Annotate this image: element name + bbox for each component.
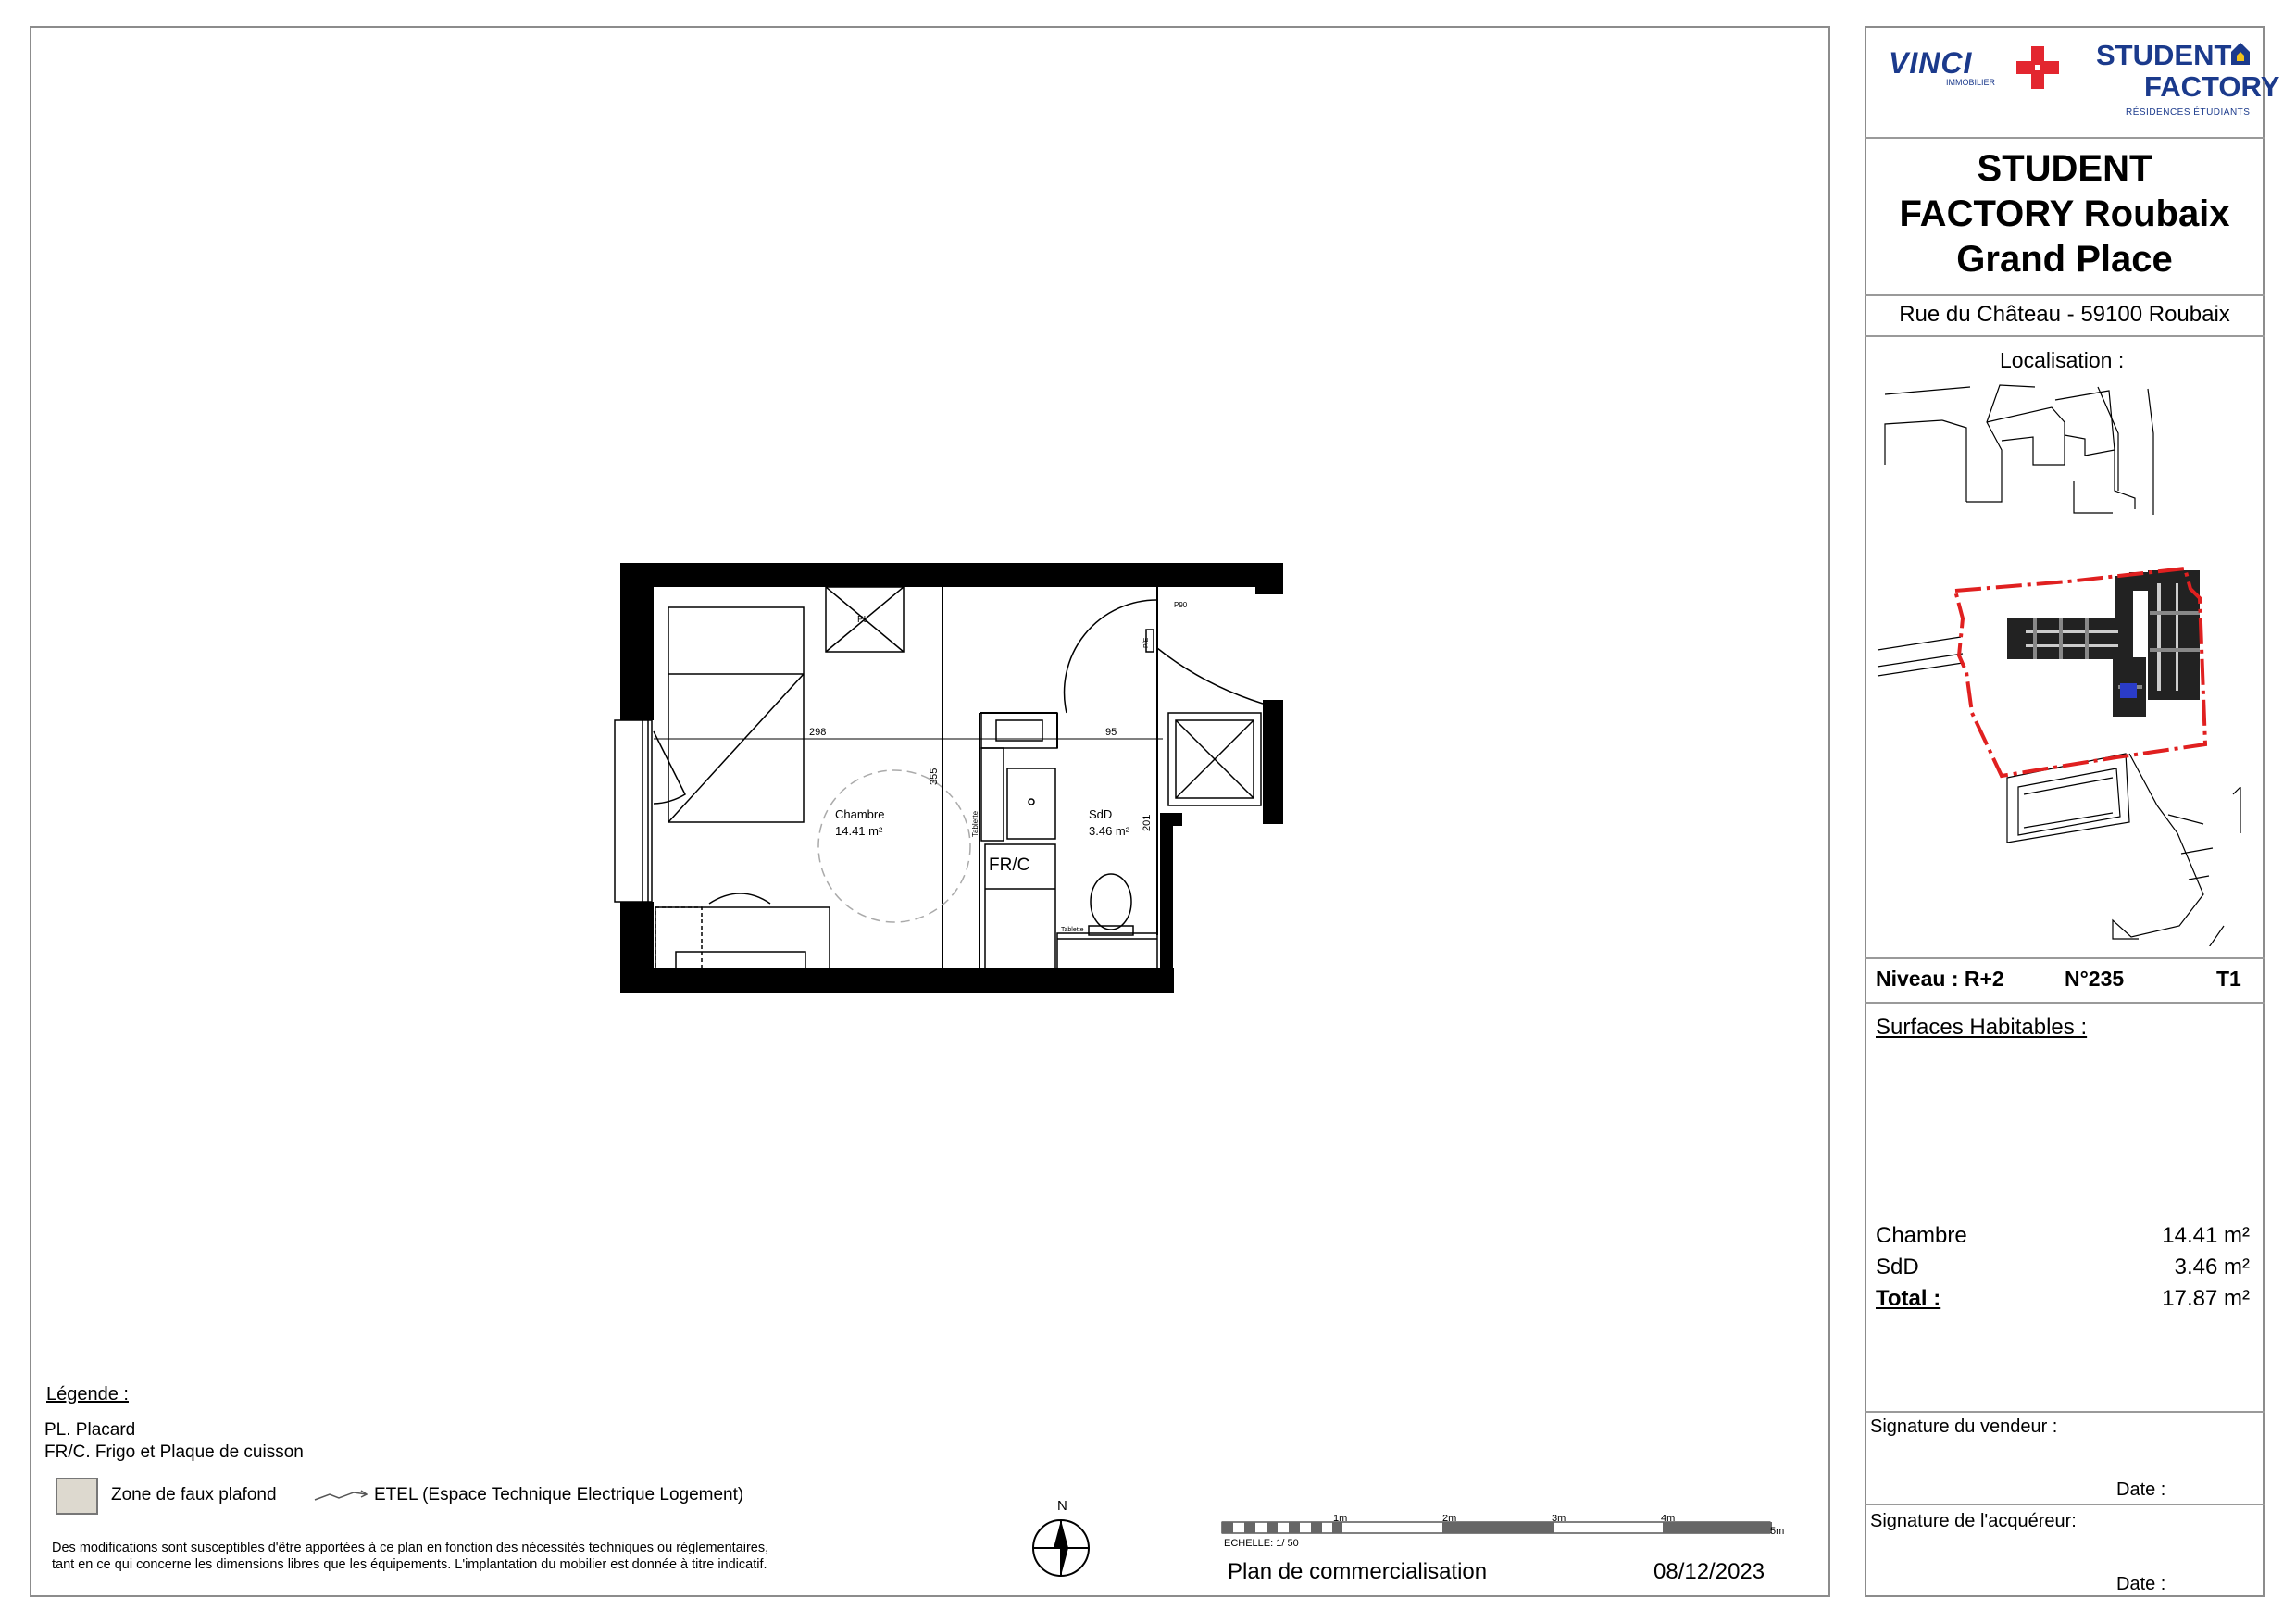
surface-row-sdd — [1876, 1252, 2250, 1283]
scale-bar — [1220, 1515, 1789, 1552]
project-title-line-3: Grand Place — [1956, 239, 2173, 280]
room-area-sdd: 3.46 m² — [1089, 824, 1130, 838]
surface-name: Chambre — [1876, 1223, 1967, 1248]
sidebar-divider-4 — [1865, 957, 2265, 959]
surface-row-total — [1876, 1283, 2250, 1315]
compass-icon — [1028, 1515, 1094, 1581]
unit-type: T1 — [2216, 967, 2241, 991]
dim-355: 355 — [929, 768, 940, 785]
wc — [1057, 874, 1157, 968]
scale-label-2m: 2m — [1442, 1515, 1457, 1524]
room-name-chambre: Chambre — [835, 807, 885, 821]
floor-plan — [0, 0, 1296, 1018]
vinci-logo — [1889, 46, 2074, 93]
sidebar-divider-6 — [1865, 1411, 2265, 1413]
niveau: Niveau : R+2 — [1876, 967, 2004, 991]
legend-etel: ETEL (Espace Technique Electrique Logement) — [374, 1485, 744, 1504]
shower — [1168, 713, 1261, 805]
label-pl: PL — [857, 615, 869, 625]
unit-number: N°235 — [2065, 967, 2125, 991]
signature-acquereur-label: Signature de l'acquéreur: — [1870, 1511, 2077, 1531]
label-tablette-2: Tablette — [1061, 927, 1084, 933]
turning-circle — [818, 770, 970, 922]
surface-name: SdD — [1876, 1255, 1919, 1280]
student-factory-logo — [2094, 39, 2280, 128]
bed — [654, 607, 1163, 822]
date-label-vendeur: Date : — [2116, 1479, 2166, 1500]
room-name-sdd: SdD — [1089, 807, 1113, 821]
label-frc: FR/C — [989, 855, 1030, 875]
label-tablette-1: Tablette — [971, 810, 980, 837]
surface-row-chambre — [1876, 1220, 2250, 1252]
sf-logo-line2: FACTORY — [2144, 70, 2280, 103]
label-p90: P90 — [1174, 601, 1188, 609]
site-map — [1870, 380, 2259, 946]
walls — [620, 563, 1283, 993]
plan-date: 08/12/2023 — [1653, 1559, 1766, 1584]
sidebar-divider-1 — [1865, 137, 2265, 139]
signature-vendeur-label: Signature du vendeur : — [1870, 1417, 2058, 1437]
scale-label-3m: 3m — [1552, 1515, 1566, 1524]
label-etel: P/E — [1143, 637, 1150, 648]
scale-echelle: ECHELLE: 1/ 50 — [1224, 1538, 1299, 1549]
dim-95: 95 — [1105, 727, 1117, 738]
sidebar-divider-7 — [1865, 1504, 2265, 1505]
faux-plafond-swatch — [56, 1478, 98, 1515]
total-value: 17.87 m² — [2162, 1286, 2250, 1311]
desk — [655, 893, 830, 968]
unit-highlight — [2120, 683, 2137, 698]
legend-line-frc: FR/C. Frigo et Plaque de cuisson — [44, 1442, 304, 1462]
dim-298: 298 — [809, 727, 827, 738]
partitions — [942, 587, 1157, 968]
surfaces-title: Surfaces Habitables : — [1876, 1015, 2088, 1040]
vinci-cross-icon — [2016, 46, 2059, 89]
scale-label-1m: 1m — [1333, 1515, 1348, 1524]
kitchenette — [981, 713, 1057, 968]
scale-label-4m: 4m — [1661, 1515, 1676, 1524]
sidebar-divider-5 — [1865, 1002, 2265, 1004]
surface-value: 14.41 m² — [2162, 1223, 2250, 1248]
legend-title: Légende : — [46, 1384, 129, 1405]
project-title-line-1: STUDENT — [1977, 148, 2152, 189]
dim-201: 201 — [1142, 814, 1153, 831]
sidebar-divider-2 — [1865, 294, 2265, 296]
room-area-chambre: 14.41 m² — [835, 824, 883, 838]
window — [615, 720, 685, 902]
legend-faux-plafond: Zone de faux plafond — [111, 1485, 277, 1504]
project-title-line-2: FACTORY Roubaix — [1899, 194, 2230, 234]
date-label-acquereur: Date : — [2116, 1574, 2166, 1594]
total-label: Total : — [1876, 1286, 1941, 1311]
legend-line-pl: PL. Placard — [44, 1420, 136, 1440]
sf-logo-line1: STUDENT — [2096, 39, 2232, 71]
etel-symbol-icon — [313, 1489, 368, 1504]
project-title — [1865, 146, 2265, 282]
sidebar-divider-3 — [1865, 335, 2265, 337]
compass-north-label: N — [1057, 1498, 1067, 1514]
site-building — [2007, 570, 2200, 717]
surfaces-table — [1876, 1220, 2250, 1315]
surface-value: 3.46 m² — [2174, 1255, 2250, 1280]
sf-logo-sub: RÉSIDENCES ÉTUDIANTS — [2126, 107, 2251, 118]
vinci-logo-text: VINCI — [1889, 46, 1973, 80]
entry-door — [1065, 600, 1263, 713]
localisation-label: Localisation : — [2000, 348, 2125, 372]
vinci-logo-sub: IMMOBILIER — [1946, 78, 1996, 87]
disclaimer-line-1: Des modifications sont susceptibles d'être apportées à ce plan en fonction des nécessités techniques ou réglementaires, — [52, 1541, 769, 1555]
project-address: Rue du Château - 59100 Roubaix — [1899, 302, 2230, 327]
sf-house-icon — [2229, 41, 2252, 67]
disclaimer-line-2: tant en ce qui concerne les dimensions libres que les équipements. L'implantation du mobilier est donnée à titre indicatif. — [52, 1557, 767, 1572]
scale-label-5m: 5m — [1770, 1526, 1785, 1537]
plan-type: Plan de commercialisation — [1228, 1559, 1488, 1584]
